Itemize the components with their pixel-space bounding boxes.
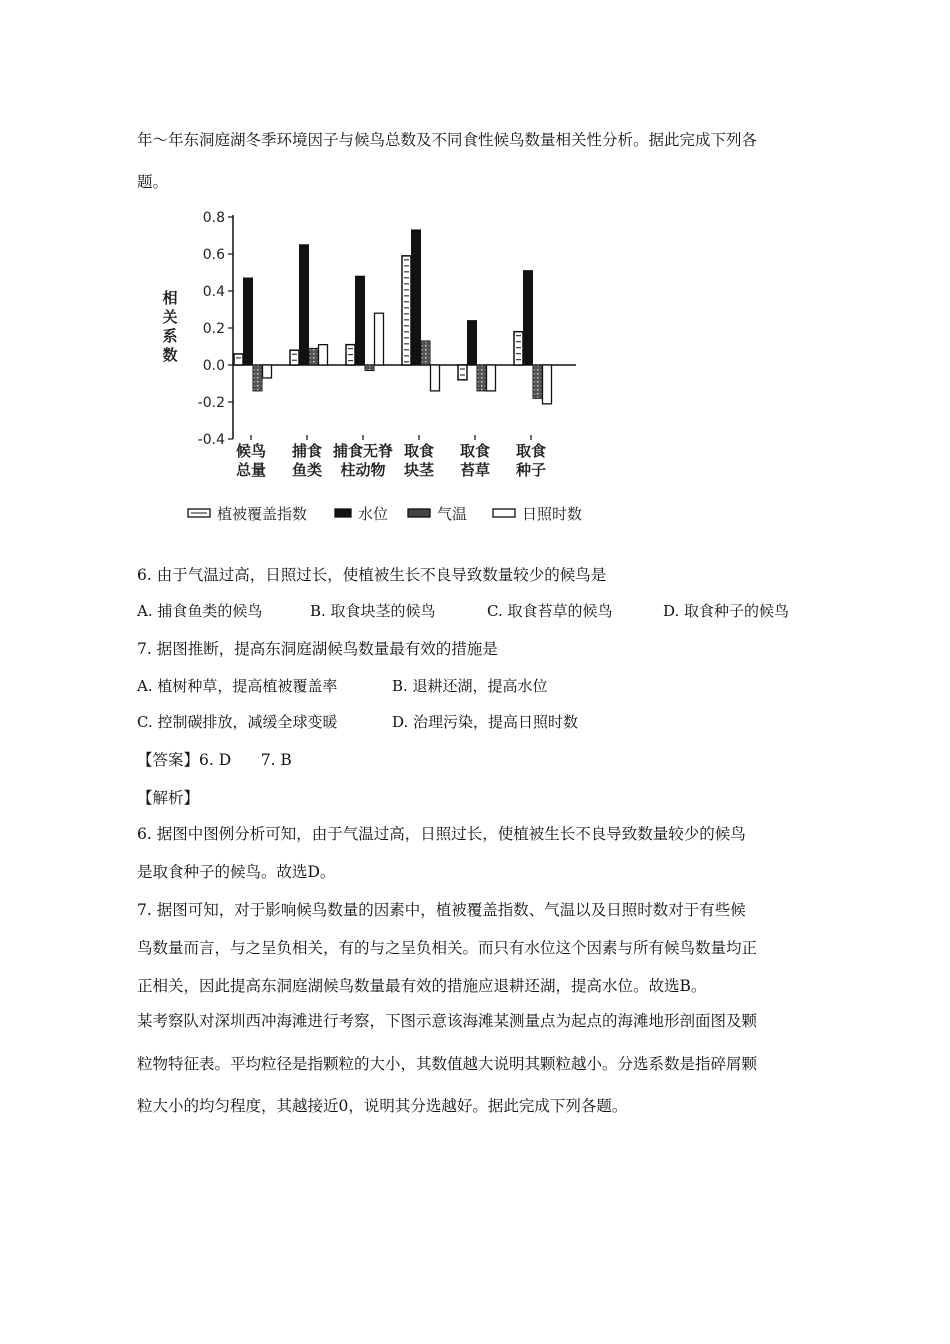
- category-label: 总量: [235, 461, 267, 479]
- answer-line: 【答案】6. D 7. B: [137, 751, 292, 769]
- analysis-6-line-1: 6. 据图中图例分析可知，由于气温过高，日照过长，使植被生长不良导致数量较少的候鸟: [137, 825, 746, 843]
- category-label: 候鸟: [235, 442, 267, 460]
- q7-option-b[interactable]: B. 退耕还湖，提高水位: [392, 677, 548, 695]
- bar-1-3: [412, 230, 421, 365]
- legend-swatch-3: [493, 509, 515, 517]
- y-tick-label: 0.0: [202, 358, 225, 374]
- bar-0-1: [290, 350, 299, 365]
- bar-3-2: [375, 313, 384, 365]
- y-tick-label: -0.4: [197, 432, 225, 448]
- legend-label-2: 气温: [437, 505, 468, 523]
- analysis-6-line-2: 是取食种子的候鸟。故选D。: [137, 863, 336, 881]
- category-label: 柱动物: [340, 461, 386, 479]
- legend-label-3: 日照时数: [522, 505, 583, 523]
- q7-option-a[interactable]: A. 植树种草，提高植被覆盖率: [137, 677, 338, 695]
- bar-2-5: [533, 365, 542, 398]
- next-intro-line-1: 某考察队对深圳西冲海滩进行考察，下图示意该海滩某测量点为起点的海滩地形剖面图及颗: [137, 1012, 758, 1030]
- bar-1-5: [524, 271, 533, 365]
- q6-option-d[interactable]: D. 取食种子的候鸟: [663, 602, 790, 620]
- y-tick-label: 0.6: [202, 247, 225, 263]
- next-intro-line-3: 粒大小的均匀程度，其越接近0，说明其分选越好。据此完成下列各题。: [137, 1097, 628, 1115]
- bar-2-0: [253, 365, 262, 391]
- y-axis-title-char: 关: [162, 308, 178, 326]
- y-axis-title-char: 系: [162, 327, 178, 345]
- category-label: 捕食: [291, 442, 323, 460]
- correlation-bar-chart: [160, 200, 620, 530]
- category-label: 取食: [459, 442, 491, 460]
- q6-option-b[interactable]: B. 取食块茎的候鸟: [310, 602, 436, 620]
- y-tick-label: -0.2: [197, 395, 225, 411]
- q7-option-d[interactable]: D. 治理污染，提高日照时数: [392, 713, 579, 731]
- category-label: 鱼类: [291, 461, 323, 479]
- next-intro-line-2: 粒物特征表。平均粒径是指颗粒的大小，其数值越大说明其颗粒越小。分选系数是指碎屑颗: [137, 1055, 758, 1073]
- analysis-heading: 【解析】: [137, 789, 200, 807]
- bar-0-4: [458, 365, 467, 380]
- bar-1-4: [468, 321, 477, 365]
- bar-2-2: [365, 365, 374, 371]
- legend-swatch-2: [408, 509, 430, 517]
- bar-2-1: [309, 348, 318, 365]
- y-axis-title-char: 相: [162, 289, 178, 307]
- q6-option-c[interactable]: C. 取食苔草的候鸟: [487, 602, 613, 620]
- bar-2-3: [421, 341, 430, 365]
- category-label: 取食: [403, 442, 435, 460]
- category-label: 块茎: [403, 461, 435, 479]
- category-label: 种子: [515, 461, 547, 479]
- bar-1-1: [300, 245, 309, 365]
- bar-1-2: [356, 276, 365, 365]
- q7-option-c[interactable]: C. 控制碳排放，减缓全球变暖: [137, 713, 338, 731]
- bar-0-0: [234, 354, 243, 365]
- bar-3-0: [263, 365, 272, 378]
- y-tick-label: 0.4: [202, 284, 225, 300]
- bar-3-4: [487, 365, 496, 391]
- category-label: 取食: [515, 442, 547, 460]
- bar-1-0: [244, 278, 253, 365]
- intro-line-1: 年～年东洞庭湖冬季环境因子与候鸟总数及不同食性候鸟数量相关性分析。据此完成下列各: [137, 131, 758, 149]
- q6-option-a[interactable]: A. 捕食鱼类的候鸟: [137, 602, 263, 620]
- bar-2-4: [477, 365, 486, 391]
- y-tick-label: 0.2: [202, 321, 225, 337]
- bar-3-3: [431, 365, 440, 391]
- y-axis-title-char: 数: [162, 346, 178, 364]
- intro-line-2: 题。: [137, 173, 169, 191]
- q6-stem: 6. 由于气温过高，日照过长，使植被生长不良导致数量较少的候鸟是: [137, 566, 607, 584]
- legend-label-1: 水位: [358, 505, 389, 523]
- bar-3-1: [319, 345, 328, 365]
- legend-label-0: 植被覆盖指数: [217, 505, 308, 523]
- legend-swatch-1: [335, 509, 351, 517]
- analysis-7-line-1: 7. 据图可知，对于影响候鸟数量的因素中，植被覆盖指数、气温以及日照时数对于有些候: [137, 901, 746, 919]
- q7-stem: 7. 据图推断，提高东洞庭湖候鸟数量最有效的措施是: [137, 640, 498, 658]
- y-tick-label: 0.8: [202, 210, 225, 226]
- bar-3-5: [543, 365, 552, 404]
- analysis-7-line-2: 鸟数量而言，与之呈负相关，有的与之呈负相关。而只有水位这个因素与所有候鸟数量均正: [137, 939, 758, 957]
- category-label: 捕食无脊: [332, 442, 394, 460]
- category-label: 苔草: [459, 461, 491, 479]
- analysis-7-line-3: 正相关，因此提高东洞庭湖候鸟数量最有效的措施应退耕还湖，提高水位。故选B。: [137, 977, 707, 995]
